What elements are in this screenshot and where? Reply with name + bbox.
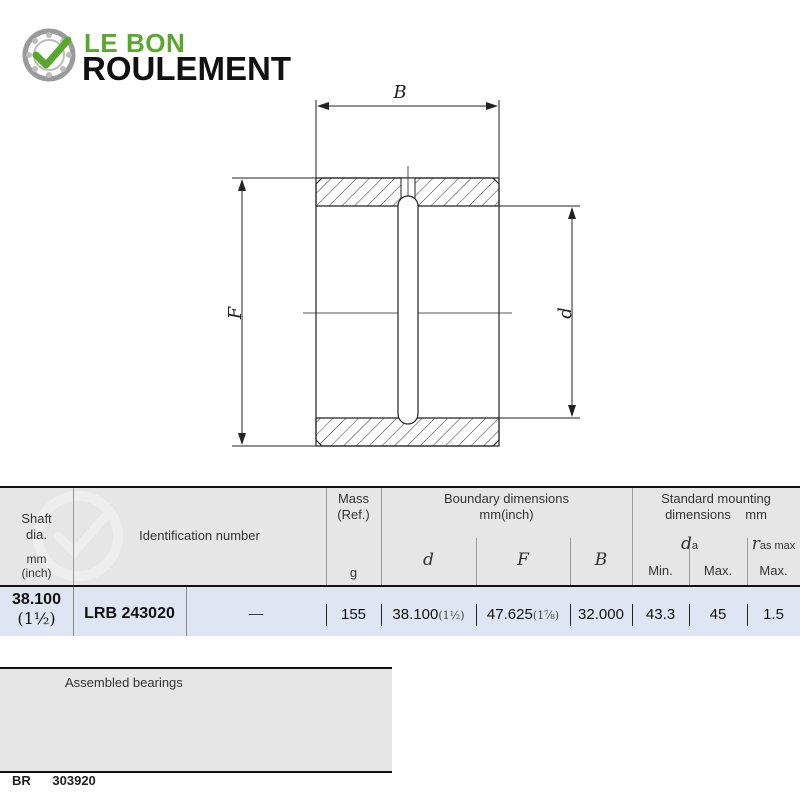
br-number: 303920	[52, 773, 96, 788]
br-code: BR	[12, 773, 31, 788]
header-identification: Identification number	[139, 528, 260, 543]
cell-mass: 155	[340, 606, 367, 623]
cell-identification: LRB 243020	[84, 605, 175, 622]
cell-B: 32.000	[578, 606, 624, 623]
cell-da-min: 43.3	[645, 606, 676, 623]
header-bd-F: F	[517, 550, 529, 570]
header-boundary: Boundary dimensions mm(inch)	[443, 491, 570, 522]
cell-r-max: 1.5	[763, 606, 784, 623]
cell-identification-alt: —	[249, 605, 263, 621]
header-shaft-unit: mm (inch)	[21, 552, 52, 580]
header-mass: Mass (Ref.)	[337, 491, 370, 522]
cell-F: 47.625(1⅞)	[486, 606, 560, 623]
dimension-label-F: F	[225, 306, 246, 320]
assembled-bearings-panel	[0, 667, 392, 773]
assembled-bearings-title: Assembled bearings	[65, 675, 183, 690]
header-da-min: Min.	[648, 563, 673, 578]
header-mass-unit: g	[349, 565, 358, 580]
header-mounting: Standard mounting dimensions mm	[661, 491, 771, 522]
dimension-label-B: B	[393, 82, 407, 103]
assembled-bearing-row	[12, 773, 114, 788]
cell-shaft-dia: 38.100 (1½)	[12, 591, 61, 628]
header-bd-d: d	[423, 550, 434, 570]
dimension-label-d: d	[555, 307, 576, 319]
spec-table	[0, 486, 800, 636]
cell-d: 38.100(1½)	[392, 606, 465, 623]
table-top-rule	[0, 486, 800, 488]
header-r: ras max	[751, 534, 796, 554]
header-shaft: Shaft dia.	[21, 511, 52, 542]
cell-da-max: 45	[709, 606, 727, 623]
header-da-max: Max.	[703, 563, 733, 578]
header-da: da	[680, 534, 698, 554]
brand-name-line1: LE BON	[84, 28, 186, 58]
header-r-max: Max.	[759, 563, 788, 578]
header-bd-B: B	[594, 550, 608, 570]
brand-name-line2: ROULEMENT	[82, 50, 291, 87]
table-header-rule	[0, 585, 800, 587]
